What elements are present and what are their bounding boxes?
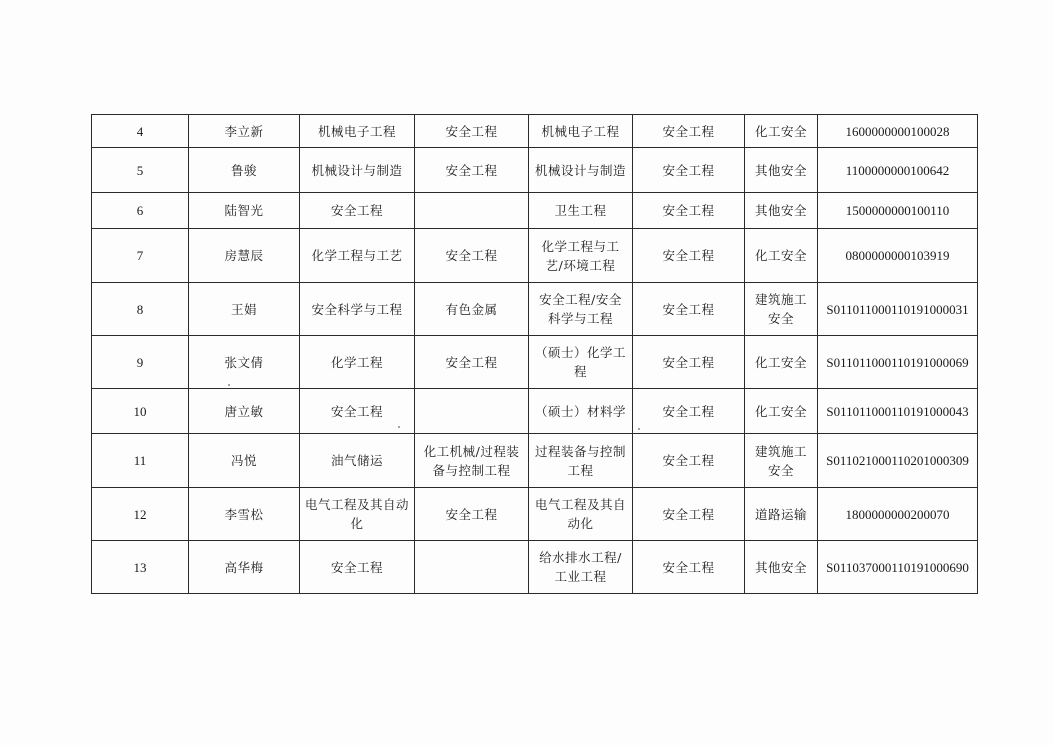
scan-speck xyxy=(398,426,400,428)
category-cell: 化工安全 xyxy=(745,336,818,389)
major-cell xyxy=(415,193,529,229)
major-cell: 安全工程 xyxy=(415,488,529,541)
row-number: 6 xyxy=(92,193,189,229)
major-cell: 过程装备与控制工程 xyxy=(529,434,633,488)
person-name: 冯悦 xyxy=(189,434,300,488)
major-cell: 给水排水工程/工业工程 xyxy=(529,541,633,594)
category-cell: 化工安全 xyxy=(745,229,818,283)
major-cell: 机械电子工程 xyxy=(300,115,415,148)
major-cell: 安全工程 xyxy=(300,541,415,594)
row-number: 4 xyxy=(92,115,189,148)
table-row xyxy=(92,434,978,488)
category-cell: 化工安全 xyxy=(745,115,818,148)
field-cell: 安全工程 xyxy=(633,283,745,336)
major-cell: 机械设计与制造 xyxy=(529,148,633,193)
row-number: 9 xyxy=(92,336,189,389)
category-cell: 建筑施工安全 xyxy=(745,434,818,488)
major-cell: 卫生工程 xyxy=(529,193,633,229)
certificate-number: S011011000110191000043 xyxy=(818,389,978,434)
person-name: 李雪松 xyxy=(189,488,300,541)
category-cell: 其他安全 xyxy=(745,148,818,193)
row-number: 12 xyxy=(92,488,189,541)
table-row xyxy=(92,283,978,336)
row-number: 5 xyxy=(92,148,189,193)
scan-speck xyxy=(638,428,640,430)
major-cell: 安全工程/安全科学与工程 xyxy=(529,283,633,336)
person-name: 高华梅 xyxy=(189,541,300,594)
field-cell: 安全工程 xyxy=(633,229,745,283)
major-cell: 安全工程 xyxy=(300,389,415,434)
category-cell: 其他安全 xyxy=(745,193,818,229)
major-cell: 电气工程及其自动化 xyxy=(300,488,415,541)
major-cell: 安全科学与工程 xyxy=(300,283,415,336)
field-cell: 安全工程 xyxy=(633,541,745,594)
major-cell: 安全工程 xyxy=(415,148,529,193)
table-row xyxy=(92,541,978,594)
certificate-number: S011021000110201000309 xyxy=(818,434,978,488)
certificate-number: S011011000110191000031 xyxy=(818,283,978,336)
major-cell xyxy=(415,541,529,594)
person-name: 唐立敏 xyxy=(189,389,300,434)
certificate-number: 0800000000103919 xyxy=(818,229,978,283)
table-row xyxy=(92,115,978,148)
roster-body xyxy=(92,115,978,594)
person-name: 张文倩 xyxy=(189,336,300,389)
major-cell: 安全工程 xyxy=(415,336,529,389)
table-row xyxy=(92,148,978,193)
major-cell: 安全工程 xyxy=(415,229,529,283)
certificate-number: S011037000110191000690 xyxy=(818,541,978,594)
table-row xyxy=(92,389,978,434)
certificate-number: 1500000000100110 xyxy=(818,193,978,229)
field-cell: 安全工程 xyxy=(633,115,745,148)
table-row xyxy=(92,488,978,541)
major-cell: 安全工程 xyxy=(415,115,529,148)
category-cell: 道路运输 xyxy=(745,488,818,541)
certificate-number: 1600000000100028 xyxy=(818,115,978,148)
major-cell: 机械设计与制造 xyxy=(300,148,415,193)
certificate-number: S011011000110191000069 xyxy=(818,336,978,389)
field-cell: 安全工程 xyxy=(633,148,745,193)
major-cell: 化学工程与工艺 xyxy=(300,229,415,283)
category-cell: 其他安全 xyxy=(745,541,818,594)
row-number: 13 xyxy=(92,541,189,594)
field-cell: 安全工程 xyxy=(633,434,745,488)
roster-table xyxy=(91,114,978,594)
scan-speck xyxy=(228,384,230,386)
person-name: 王娟 xyxy=(189,283,300,336)
person-name: 房慧辰 xyxy=(189,229,300,283)
row-number: 10 xyxy=(92,389,189,434)
table-row xyxy=(92,336,978,389)
certificate-number: 1100000000100642 xyxy=(818,148,978,193)
major-cell: 油气储运 xyxy=(300,434,415,488)
field-cell: 安全工程 xyxy=(633,193,745,229)
row-number: 7 xyxy=(92,229,189,283)
person-name: 李立新 xyxy=(189,115,300,148)
major-cell: 机械电子工程 xyxy=(529,115,633,148)
major-cell: 安全工程 xyxy=(300,193,415,229)
table-row xyxy=(92,229,978,283)
category-cell: 化工安全 xyxy=(745,389,818,434)
certificate-number: 1800000000200070 xyxy=(818,488,978,541)
table-row xyxy=(92,193,978,229)
field-cell: 安全工程 xyxy=(633,389,745,434)
row-number: 8 xyxy=(92,283,189,336)
major-cell: 电气工程及其自动化 xyxy=(529,488,633,541)
field-cell: 安全工程 xyxy=(633,336,745,389)
major-cell: 有色金属 xyxy=(415,283,529,336)
major-cell: 化学工程 xyxy=(300,336,415,389)
category-cell: 建筑施工安全 xyxy=(745,283,818,336)
person-name: 鲁骏 xyxy=(189,148,300,193)
major-cell: （硕士）化学工程 xyxy=(529,336,633,389)
person-name: 陆智光 xyxy=(189,193,300,229)
major-cell: 化学工程与工艺/环境工程 xyxy=(529,229,633,283)
major-cell xyxy=(415,389,529,434)
major-cell: （硕士）材料学 xyxy=(529,389,633,434)
field-cell: 安全工程 xyxy=(633,488,745,541)
row-number: 11 xyxy=(92,434,189,488)
major-cell: 化工机械/过程装备与控制工程 xyxy=(415,434,529,488)
